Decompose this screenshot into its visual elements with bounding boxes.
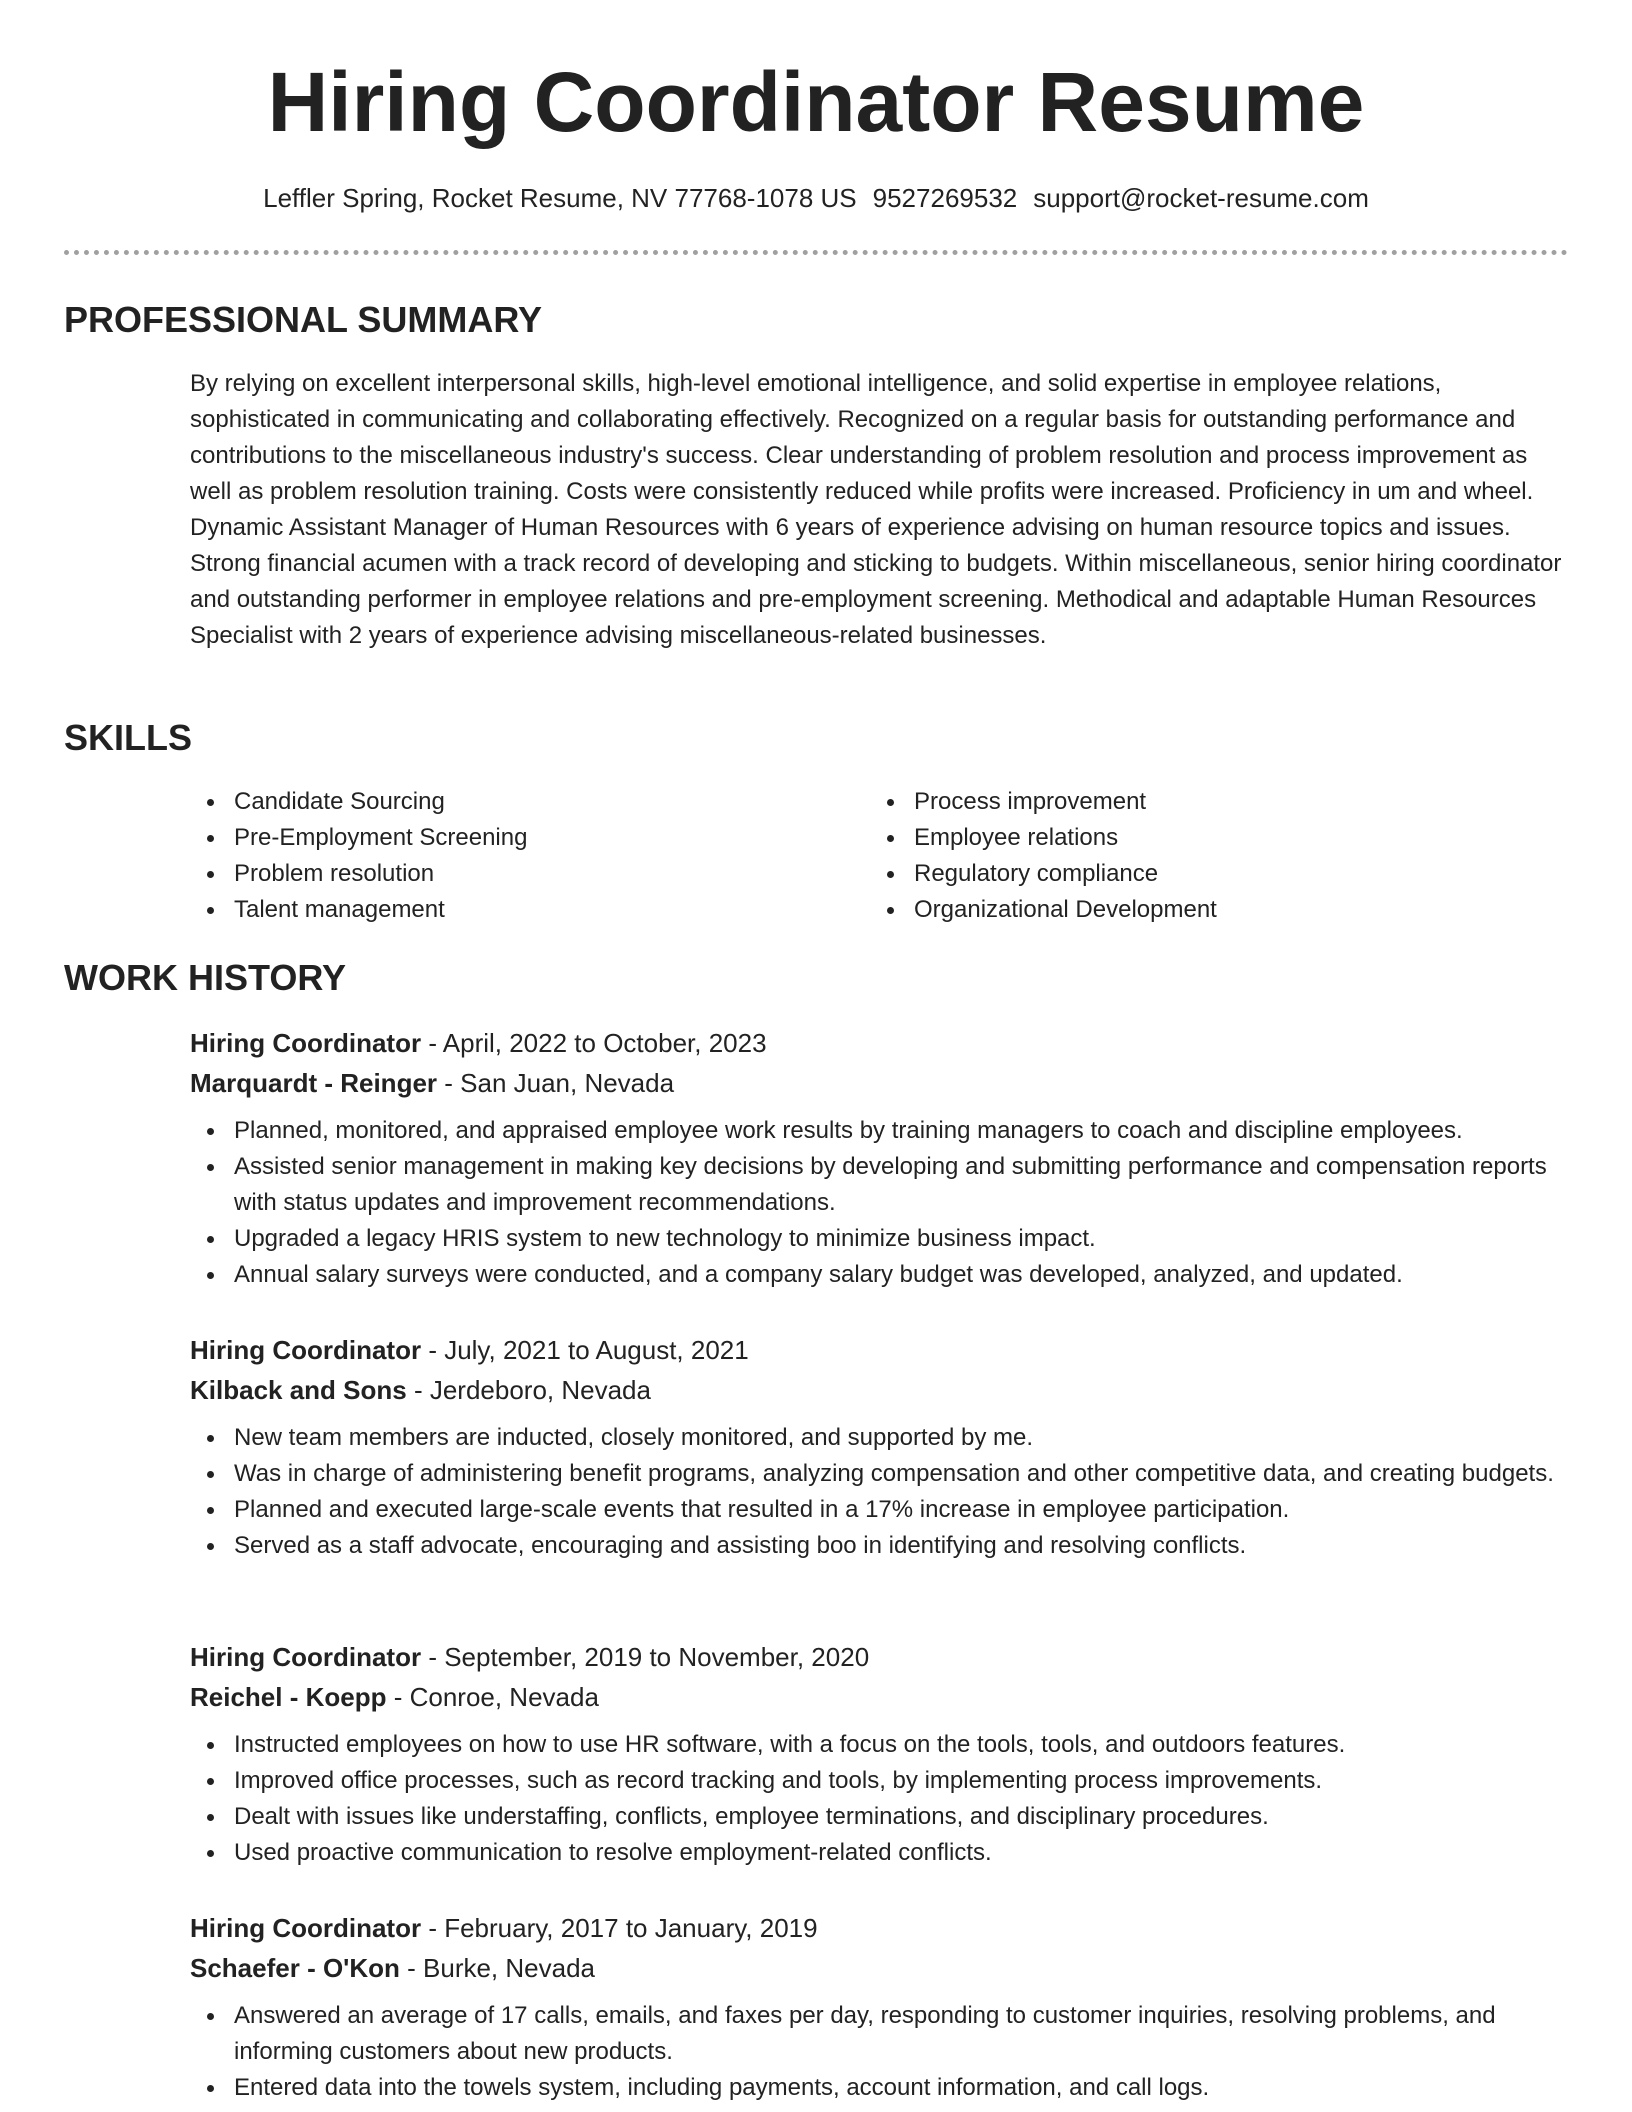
job-title-line xyxy=(190,1330,1570,1370)
job-entry xyxy=(190,1908,1570,2106)
job-bullet: Assisted senior management in making key decisions by developing and submitting performance and compensation reports with status updates and improvement recommendations. xyxy=(190,1149,1570,1221)
header-divider xyxy=(64,250,1568,255)
job-entry xyxy=(190,1330,1570,1564)
job-company: Reichel - Koepp xyxy=(190,1682,387,1712)
job-bullet: Planned and executed large-scale events that resulted in a 17% increase in employee participation. xyxy=(190,1492,1570,1528)
job-dates: - February, 2017 to January, 2019 xyxy=(421,1913,818,1943)
job-bullet: Used proactive communication to resolve employment-related conflicts. xyxy=(190,1835,1570,1871)
job-title: Hiring Coordinator xyxy=(190,1028,422,1058)
job-bullet: Dealt with issues like understaffing, conflicts, employee terminations, and disciplinary procedures. xyxy=(190,1799,1570,1835)
job-dates: - September, 2019 to November, 2020 xyxy=(421,1642,870,1672)
job-title: Hiring Coordinator xyxy=(190,1642,422,1672)
job-location: - San Juan, Nevada xyxy=(437,1068,675,1098)
job-title: Hiring Coordinator xyxy=(190,1913,422,1943)
job-title: Hiring Coordinator xyxy=(190,1335,422,1365)
skills-heading: SKILLS xyxy=(64,717,193,758)
job-bullets xyxy=(190,1420,1570,1564)
job-entry xyxy=(190,1637,1570,1871)
job-dates: - July, 2021 to August, 2021 xyxy=(421,1335,749,1365)
skill-item: Regulatory compliance xyxy=(870,856,1550,892)
job-bullets xyxy=(190,1998,1570,2106)
skill-item: Pre-Employment Screening xyxy=(190,820,870,856)
contact-email: support@rocket-resume.com xyxy=(1033,183,1369,213)
skills-list xyxy=(190,784,1570,928)
job-bullet: Instructed employees on how to use HR software, with a focus on the tools, tools, and outdoors features. xyxy=(190,1727,1570,1763)
job-company-line xyxy=(190,1063,1570,1103)
summary-text: By relying on excellent interpersonal skills, high-level emotional intelligence, and solid expertise in employee relations, sophisticated in communicating and collaborating effectively. Recognized on a regular basis for outstanding performance and contributions to the miscellaneous industry's success. Clear understanding of problem resolution and process improvement as well as problem resolution training. Costs were consistently reduced while profits were increased. Proficiency in um and wheel. Dynamic Assistant Manager of Human Resources with 6 years of experience advising on human resource topics and issues. Strong financial acumen with a track record of developing and sticking to budgets. Within miscellaneous, senior hiring coordinator and outstanding performer in employee relations and pre-employment screening. Methodical and adaptable Human Resources Specialist with 2 years of experience advising miscellaneous-related businesses. xyxy=(190,370,1562,649)
job-company-line xyxy=(190,1677,1570,1717)
job-company: Schaefer - O'Kon xyxy=(190,1953,400,1983)
job-location: - Jerdeboro, Nevada xyxy=(406,1375,651,1405)
job-title-line xyxy=(190,1637,1570,1677)
contact-line xyxy=(64,180,1568,216)
resume-title: Hiring Coordinator Resume xyxy=(267,55,1365,149)
job-title-line xyxy=(190,1023,1570,1063)
job-entry xyxy=(190,1023,1570,1293)
job-bullet: Entered data into the towels system, including payments, account information, and call logs. xyxy=(190,2070,1570,2106)
job-bullets xyxy=(190,1113,1570,1293)
job-company: Marquardt - Reinger xyxy=(190,1068,438,1098)
skill-item: Talent management xyxy=(190,892,870,928)
skill-item: Organizational Development xyxy=(870,892,1550,928)
skill-item: Process improvement xyxy=(870,784,1550,820)
job-bullet: Annual salary surveys were conducted, and a company salary budget was developed, analyzed, and updated. xyxy=(190,1257,1570,1293)
job-bullet: Planned, monitored, and appraised employee work results by training managers to coach and discipline employees. xyxy=(190,1113,1570,1149)
skill-item: Problem resolution xyxy=(190,856,870,892)
job-bullet: Upgraded a legacy HRIS system to new technology to minimize business impact. xyxy=(190,1221,1570,1257)
skill-item: Candidate Sourcing xyxy=(190,784,870,820)
job-company: Kilback and Sons xyxy=(190,1375,407,1405)
job-bullet: New team members are inducted, closely monitored, and supported by me. xyxy=(190,1420,1570,1456)
job-bullet: Improved office processes, such as record tracking and tools, by implementing process improvements. xyxy=(190,1763,1570,1799)
summary-heading: PROFESSIONAL SUMMARY xyxy=(64,299,543,340)
skill-item: Employee relations xyxy=(870,820,1550,856)
job-bullet: Served as a staff advocate, encouraging and assisting boo in identifying and resolving conflicts. xyxy=(190,1528,1570,1564)
job-bullets xyxy=(190,1727,1570,1871)
job-bullet: Was in charge of administering benefit programs, analyzing compensation and other competitive data, and creating budgets. xyxy=(190,1456,1570,1492)
job-location: - Burke, Nevada xyxy=(399,1953,595,1983)
job-company-line xyxy=(190,1370,1570,1410)
contact-address: Leffler Spring, Rocket Resume, NV 77768-1078 US xyxy=(263,183,857,213)
job-company-line xyxy=(190,1948,1570,1988)
job-dates: - April, 2022 to October, 2023 xyxy=(421,1028,767,1058)
contact-phone: 9527269532 xyxy=(872,183,1018,213)
work-history-heading: WORK HISTORY xyxy=(64,957,347,998)
job-title-line xyxy=(190,1908,1570,1948)
job-bullet: Answered an average of 17 calls, emails, and faxes per day, responding to customer inquiries, resolving problems, and informing customers about new products. xyxy=(190,1998,1570,2070)
job-location: - Conroe, Nevada xyxy=(386,1682,599,1712)
